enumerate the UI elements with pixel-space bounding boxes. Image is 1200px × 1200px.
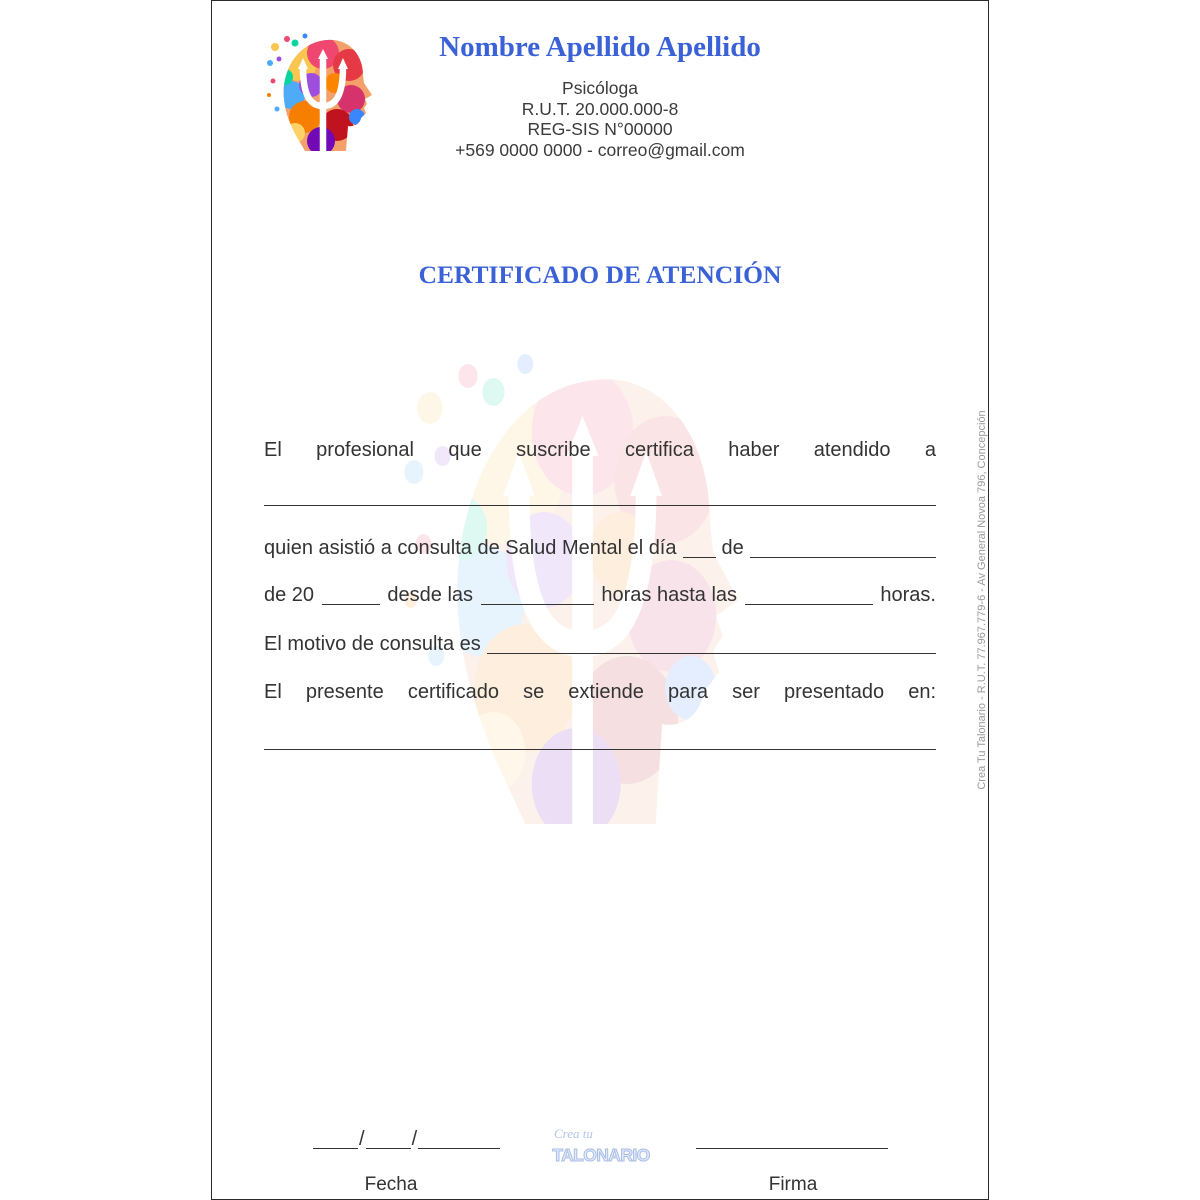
professional-name: Nombre Apellido Apellido <box>439 31 761 63</box>
until-label: horas hasta las <box>601 584 738 606</box>
rut-number: R.U.T. 20.000.000-8 <box>521 98 679 119</box>
end-time-blank <box>745 604 873 605</box>
day-blank <box>683 557 716 558</box>
start-time-blank <box>481 604 594 605</box>
purpose-statement-line: El presente certificado se extiende para ser presentado en: <box>264 681 936 703</box>
document-title: CERTIFICADO DE ATENCIÓN <box>418 260 782 289</box>
brand-name: TALONARIO <box>552 1145 650 1165</box>
reason-blank <box>487 653 936 654</box>
brand-script: Crea tu <box>554 1126 593 1141</box>
professional-details <box>300 78 900 160</box>
consultation-reason-line <box>264 632 936 656</box>
year-prefix: de 20 <box>264 584 315 606</box>
profession-label: Psicóloga <box>562 78 638 98</box>
month-blank <box>750 557 936 558</box>
year-blank <box>322 604 380 605</box>
purpose-blank <box>264 749 936 750</box>
brand-logo <box>545 1126 657 1170</box>
date-day-blank <box>313 1148 358 1149</box>
date-label: Fecha <box>364 1174 418 1195</box>
signature-label: Firma <box>768 1174 818 1195</box>
contact-info: +569 0000 0000 - correo@gmail.com <box>455 139 745 160</box>
certification-statement-line: El profesional que suscribe certifica haber atendido a <box>264 439 936 461</box>
printer-side-note: Crea Tu Talonario - R.U.T. 77.967.779-6 - Av General Novoa 796, Concepción <box>976 410 988 790</box>
patient-name-blank <box>264 505 936 506</box>
reason-label: El motivo de consulta es <box>264 633 481 655</box>
date-separator: / <box>359 1128 365 1150</box>
attendance-date-line <box>264 536 936 560</box>
registry-number: REG-SIS N°00000 <box>527 119 673 139</box>
attendance-time-line <box>264 583 936 607</box>
date-separator: / <box>411 1128 418 1150</box>
month-preposition: de <box>721 537 744 559</box>
signature-line <box>696 1148 888 1149</box>
attendance-text: quien asistió a consulta de Salud Mental el día <box>264 537 677 559</box>
from-label: desde las <box>387 584 474 606</box>
hours-suffix: horas. <box>880 584 936 606</box>
date-month-blank <box>366 1148 411 1149</box>
date-year-blank <box>418 1148 500 1149</box>
date-field <box>313 1127 503 1151</box>
